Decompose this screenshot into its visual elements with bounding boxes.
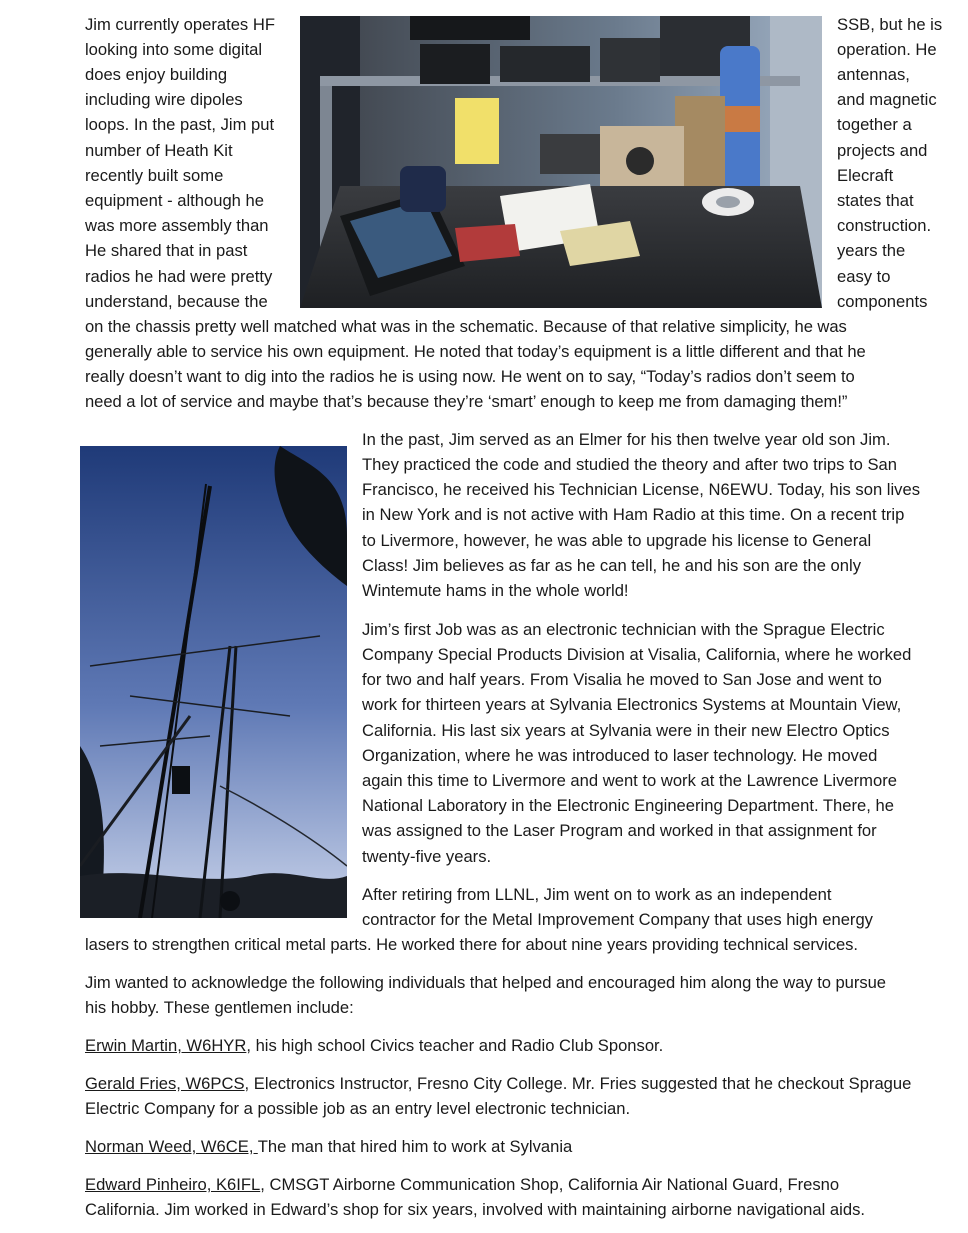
person-entry — [85, 1033, 663, 1058]
person-entry — [85, 1134, 572, 1159]
intro-left-line: loops. In the past, Jim put — [85, 115, 275, 134]
person-entry — [85, 1071, 911, 1096]
elmer-line: Wintemute hams in the whole world! — [362, 581, 629, 600]
person-name: Norman Weed, W6CE, — [85, 1137, 258, 1156]
job-line: again this time to Livermore and went to work at the Lawrence Livermore — [362, 771, 897, 790]
person-description: , his high school Civics teacher and Radio Club Sponsor. — [246, 1036, 664, 1055]
person-description-continued: California. Jim worked in Edward’s shop for six years, involved with maintaining airborne navigational aids. — [85, 1200, 865, 1219]
antenna-tower-illustration — [80, 446, 347, 918]
intro-right-line: together a — [837, 115, 912, 134]
intro-left-line: understand, because the — [85, 292, 268, 311]
acknowledge-line: Jim wanted to acknowledge the following individuals that helped and encouraged him along the way to pursue — [85, 973, 886, 992]
intro-left-line: equipment - although he — [85, 191, 264, 210]
intro-left-line: He shared that in past — [85, 241, 248, 260]
intro-left-line: Jim currently operates HF — [85, 15, 275, 34]
person-description: The man that hired him to work at Sylvania — [257, 1137, 573, 1156]
job-line: was assigned to the Laser Program and worked in that assignment for — [362, 821, 877, 840]
job-line: twenty-five years. — [362, 847, 492, 866]
intro-right-line: projects and — [837, 141, 928, 160]
intro-right-line: components — [837, 292, 928, 311]
person-description: , Electronics Instructor, Fresno City College. Mr. Fries suggested that he checkout Sprague — [244, 1074, 912, 1093]
intro-right-line: operation. He — [837, 40, 937, 59]
intro-right-line: construction. — [837, 216, 932, 235]
elmer-line: in New York and is not active with Ham Radio at this time. On a recent trip — [362, 505, 905, 524]
intro-right-line: easy to — [837, 267, 891, 286]
job-line: National Laboratory in the Electronic Engineering Department. There, he — [362, 796, 894, 815]
acknowledge-line: his hobby. These gentlemen include: — [85, 998, 354, 1017]
person-name: Gerald Fries, W6PCS — [85, 1074, 245, 1093]
intro-left-line: radios he had were pretty — [85, 267, 273, 286]
person-name: Edward Pinheiro, K6IFL — [85, 1175, 261, 1194]
intro-right-line: antennas, — [837, 65, 910, 84]
retire-line: lasers to strengthen critical metal parts. He worked there for about nine years providing technical services. — [85, 935, 858, 954]
antenna-tower-photo — [80, 446, 347, 918]
job-line: Organization, where he was introduced to laser technology. He moved — [362, 746, 878, 765]
job-line: Company Special Products Division at Visalia, California, where he worked — [362, 645, 912, 664]
retire-line: contractor for the Metal Improvement Company that uses high energy — [362, 910, 873, 929]
intro-right-line: Elecraft — [837, 166, 894, 185]
intro-right-line: states that — [837, 191, 914, 210]
intro-left-line: looking into some digital — [85, 40, 263, 59]
elmer-line: Francisco, he received his Technician License, N6EWU. Today, his son lives — [362, 480, 920, 499]
intro-continued-line: on the chassis pretty well matched what was in the schematic. Because of that relative simplicity, he was — [85, 317, 847, 336]
radio-desk-illustration — [300, 16, 822, 308]
intro-right-line: SSB, but he is — [837, 15, 943, 34]
intro-left-line: was more assembly than — [85, 216, 269, 235]
elmer-line: to Livermore, however, he was able to upgrade his license to General — [362, 531, 872, 550]
intro-continued-line: generally able to service his own equipment. He noted that today’s equipment is a little different and that he — [85, 342, 866, 361]
intro-left-line: does enjoy building — [85, 65, 228, 84]
intro-left-line: including wire dipoles — [85, 90, 243, 109]
intro-right-line: and magnetic — [837, 90, 937, 109]
elmer-line: They practiced the code and studied the theory and after two trips to San — [362, 455, 898, 474]
elmer-line: In the past, Jim served as an Elmer for his then twelve year old son Jim. — [362, 430, 891, 449]
person-name: Erwin Martin, W6HYR — [85, 1036, 247, 1055]
intro-left-line: number of Heath Kit — [85, 141, 233, 160]
job-line: for two and half years. From Visalia he moved to San Jose and went to — [362, 670, 882, 689]
intro-continued-line: really doesn’t want to dig into the radios he is using now. He went on to say, “Today’s radios don’t seem to — [85, 367, 855, 386]
intro-left-line: recently built some — [85, 166, 224, 185]
intro-right-line: years the — [837, 241, 906, 260]
intro-continued-line: need a lot of service and maybe that’s because they’re ‘smart’ enough to keep me from damaging them!” — [85, 392, 848, 411]
retire-line: After retiring from LLNL, Jim went on to work as an independent — [362, 885, 832, 904]
job-line: work for thirteen years at Sylvania Electronics Systems at Mountain View, — [362, 695, 902, 714]
person-description: , CMSGT Airborne Communication Shop, California Air National Guard, Fresno — [260, 1175, 840, 1194]
elmer-line: Class! Jim believes as far as he can tell, he and his son are the only — [362, 556, 861, 575]
person-entry — [85, 1172, 839, 1197]
radio-desk-photo — [300, 16, 822, 308]
person-description-continued: Electric Company for a possible job as an entry level electronic technician. — [85, 1099, 631, 1118]
job-line: California. His last six years at Sylvania were in their new Electro Optics — [362, 721, 890, 740]
job-line: Jim’s first Job was as an electronic technician with the Sprague Electric — [362, 620, 885, 639]
